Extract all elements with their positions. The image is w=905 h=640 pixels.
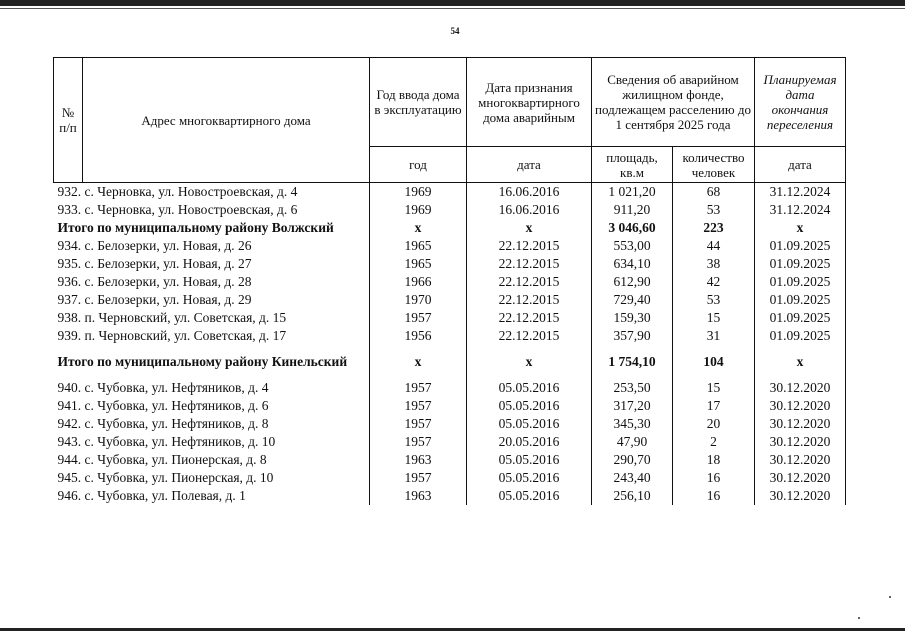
subheader-area-text: площадь, кв.м [606,149,658,180]
subheader-year-text: год [409,157,427,172]
subheader-area [592,147,673,183]
cell-area: 290,70 [592,451,673,469]
cell-people: 38 [673,255,755,273]
table-row [54,327,846,345]
cell-end-date: 30.12.2020 [755,451,846,469]
cell-area: 1 754,10 [592,353,673,371]
cell-address: 937. с. Белозерки, ул. Новая, д. 29 [57,292,252,307]
cell-year: 1965 [370,255,467,273]
cell-address: 938. п. Черновский, ул. Советская, д. 15 [57,310,287,325]
scan-speck [889,596,891,598]
table-row [54,469,846,487]
cell-address: 936. с. Белозерки, ул. Новая, д. 28 [57,274,252,289]
cell-address: Итого по муниципальному району Волжский [57,220,334,235]
cell-area: 159,30 [592,309,673,327]
cell-address: 944. с. Чубовка, ул. Пионерская, д. 8 [57,452,267,467]
header-year-built-text: Год ввода дома в эксплуатацию [374,87,462,117]
cell-date: 05.05.2016 [467,379,592,397]
table-row [54,487,846,505]
cell-address: 939. п. Черновский, ул. Советская, д. 17 [57,328,287,343]
table-row [54,451,846,469]
header-num-text: № п/п [59,105,77,135]
cell-people: 16 [673,487,755,505]
cell-end-date: 30.12.2020 [755,415,846,433]
cell-people: 2 [673,433,755,451]
cell-people: 53 [673,201,755,219]
top-border-thin [0,8,905,9]
header-date-recognized-text: Дата признания многоквартирного дома аварийным [478,79,580,125]
cell-date: 05.05.2016 [467,469,592,487]
cell-area: 553,00 [592,237,673,255]
cell-date: 22.12.2015 [467,309,592,327]
page-number: 54 [450,26,460,36]
table-row [54,291,846,309]
cell-date: 05.05.2016 [467,397,592,415]
cell-end-date: 01.09.2025 [755,327,846,345]
header-emergency-info-text: Сведения об аварийном жилищном фонде, подлежащем расселению до 1 сентября 2025 года [595,72,751,132]
cell-people: 42 [673,273,755,291]
table-row [54,397,846,415]
cell-area: 253,50 [592,379,673,397]
cell-area: 243,40 [592,469,673,487]
top-border [0,0,905,6]
cell-year: 1969 [370,201,467,219]
table-row [54,201,846,219]
cell-year: х [370,353,467,371]
cell-address: 942. с. Чубовка, ул. Нефтяников, д. 8 [57,416,269,431]
cell-people: 17 [673,397,755,415]
cell-end-date: 01.09.2025 [755,309,846,327]
cell-address: 932. с. Черновка, ул. Новостроевская, д. 4 [57,184,298,199]
table-row [54,433,846,451]
table-row [54,415,846,433]
cell-people: 68 [673,183,755,202]
cell-people: 31 [673,327,755,345]
header-address-text: Адрес многоквартирного дома [141,112,311,128]
cell-area: 729,40 [592,291,673,309]
spacer-row [54,371,846,379]
cell-address: 945. с. Чубовка, ул. Пионерская, д. 10 [57,470,274,485]
cell-year: 1963 [370,487,467,505]
cell-date: 05.05.2016 [467,487,592,505]
cell-date: 22.12.2015 [467,273,592,291]
cell-end-date: х [755,353,846,371]
cell-area: 317,20 [592,397,673,415]
cell-people: 44 [673,237,755,255]
cell-people: 20 [673,415,755,433]
table-row [54,237,846,255]
emergency-housing-table [53,57,846,505]
header-address [83,58,370,183]
cell-year: 1957 [370,433,467,451]
cell-date: 22.12.2015 [467,327,592,345]
subheader-date [467,147,592,183]
subheader-date-text: дата [517,157,541,172]
table-row [54,309,846,327]
cell-year: 1956 [370,327,467,345]
cell-year: 1957 [370,309,467,327]
table-row [54,183,846,202]
subheader-people [673,147,755,183]
cell-end-date: 01.09.2025 [755,255,846,273]
cell-address: 933. с. Черновка, ул. Новостроевская, д. 6 [57,202,298,217]
table-row [54,273,846,291]
cell-area: 634,10 [592,255,673,273]
cell-area: 3 046,60 [592,219,673,237]
cell-year: 1957 [370,397,467,415]
cell-year: 1957 [370,469,467,487]
cell-area: 256,10 [592,487,673,505]
header-num [54,58,83,183]
cell-date: 22.12.2015 [467,237,592,255]
cell-date: 16.06.2016 [467,183,592,202]
cell-people: 53 [673,291,755,309]
spacer-row [54,345,846,353]
header-planned-end [755,58,846,147]
cell-end-date: 31.12.2024 [755,201,846,219]
cell-date: 05.05.2016 [467,451,592,469]
cell-year: 1966 [370,273,467,291]
cell-date: 22.12.2015 [467,291,592,309]
subheader-end-date-text: дата [788,157,812,172]
cell-year: 1969 [370,183,467,202]
cell-date: 20.05.2016 [467,433,592,451]
cell-address: 940. с. Чубовка, ул. Нефтяников, д. 4 [57,380,269,395]
total-row [54,353,846,371]
cell-year: 1965 [370,237,467,255]
cell-people: 15 [673,309,755,327]
header-emergency-info [592,58,755,147]
cell-address: 943. с. Чубовка, ул. Нефтяников, д. 10 [57,434,276,449]
cell-date: 05.05.2016 [467,415,592,433]
cell-people: 223 [673,219,755,237]
table-row [54,379,846,397]
table-row [54,255,846,273]
cell-date: 22.12.2015 [467,255,592,273]
cell-end-date: 01.09.2025 [755,273,846,291]
cell-date: 16.06.2016 [467,201,592,219]
header-date-recognized [467,58,592,147]
cell-year: 1957 [370,415,467,433]
cell-area: 1 021,20 [592,183,673,202]
cell-people: 18 [673,451,755,469]
cell-address: 934. с. Белозерки, ул. Новая, д. 26 [57,238,252,253]
cell-end-date: 30.12.2020 [755,433,846,451]
cell-date: х [467,353,592,371]
cell-address: 941. с. Чубовка, ул. Нефтяников, д. 6 [57,398,269,413]
total-row [54,219,846,237]
cell-year: х [370,219,467,237]
cell-people: 15 [673,379,755,397]
scan-speck [858,617,860,619]
cell-end-date: 30.12.2020 [755,379,846,397]
subheader-year [370,147,467,183]
cell-end-date: 01.09.2025 [755,291,846,309]
header-year-built [370,58,467,147]
cell-people: 16 [673,469,755,487]
cell-end-date: 31.12.2024 [755,183,846,202]
cell-end-date: 01.09.2025 [755,237,846,255]
cell-end-date: 30.12.2020 [755,397,846,415]
subheader-end-date [755,147,846,183]
header-planned-end-text: Планируемая дата окончания переселения [763,72,837,132]
cell-area: 911,20 [592,201,673,219]
cell-end-date: х [755,219,846,237]
cell-area: 357,90 [592,327,673,345]
bottom-border [0,628,905,631]
cell-year: 1970 [370,291,467,309]
cell-address: 935. с. Белозерки, ул. Новая, д. 27 [57,256,252,271]
cell-year: 1963 [370,451,467,469]
subheader-people-text: количество человек [682,149,745,180]
cell-date: х [467,219,592,237]
cell-year: 1957 [370,379,467,397]
cell-address: Итого по муниципальному району Кинельский [57,354,348,369]
cell-area: 612,90 [592,273,673,291]
cell-area: 345,30 [592,415,673,433]
cell-end-date: 30.12.2020 [755,487,846,505]
cell-end-date: 30.12.2020 [755,469,846,487]
cell-area: 47,90 [592,433,673,451]
cell-address: 946. с. Чубовка, ул. Полевая, д. 1 [57,488,246,503]
table-body [54,183,846,506]
cell-people: 104 [673,353,755,371]
